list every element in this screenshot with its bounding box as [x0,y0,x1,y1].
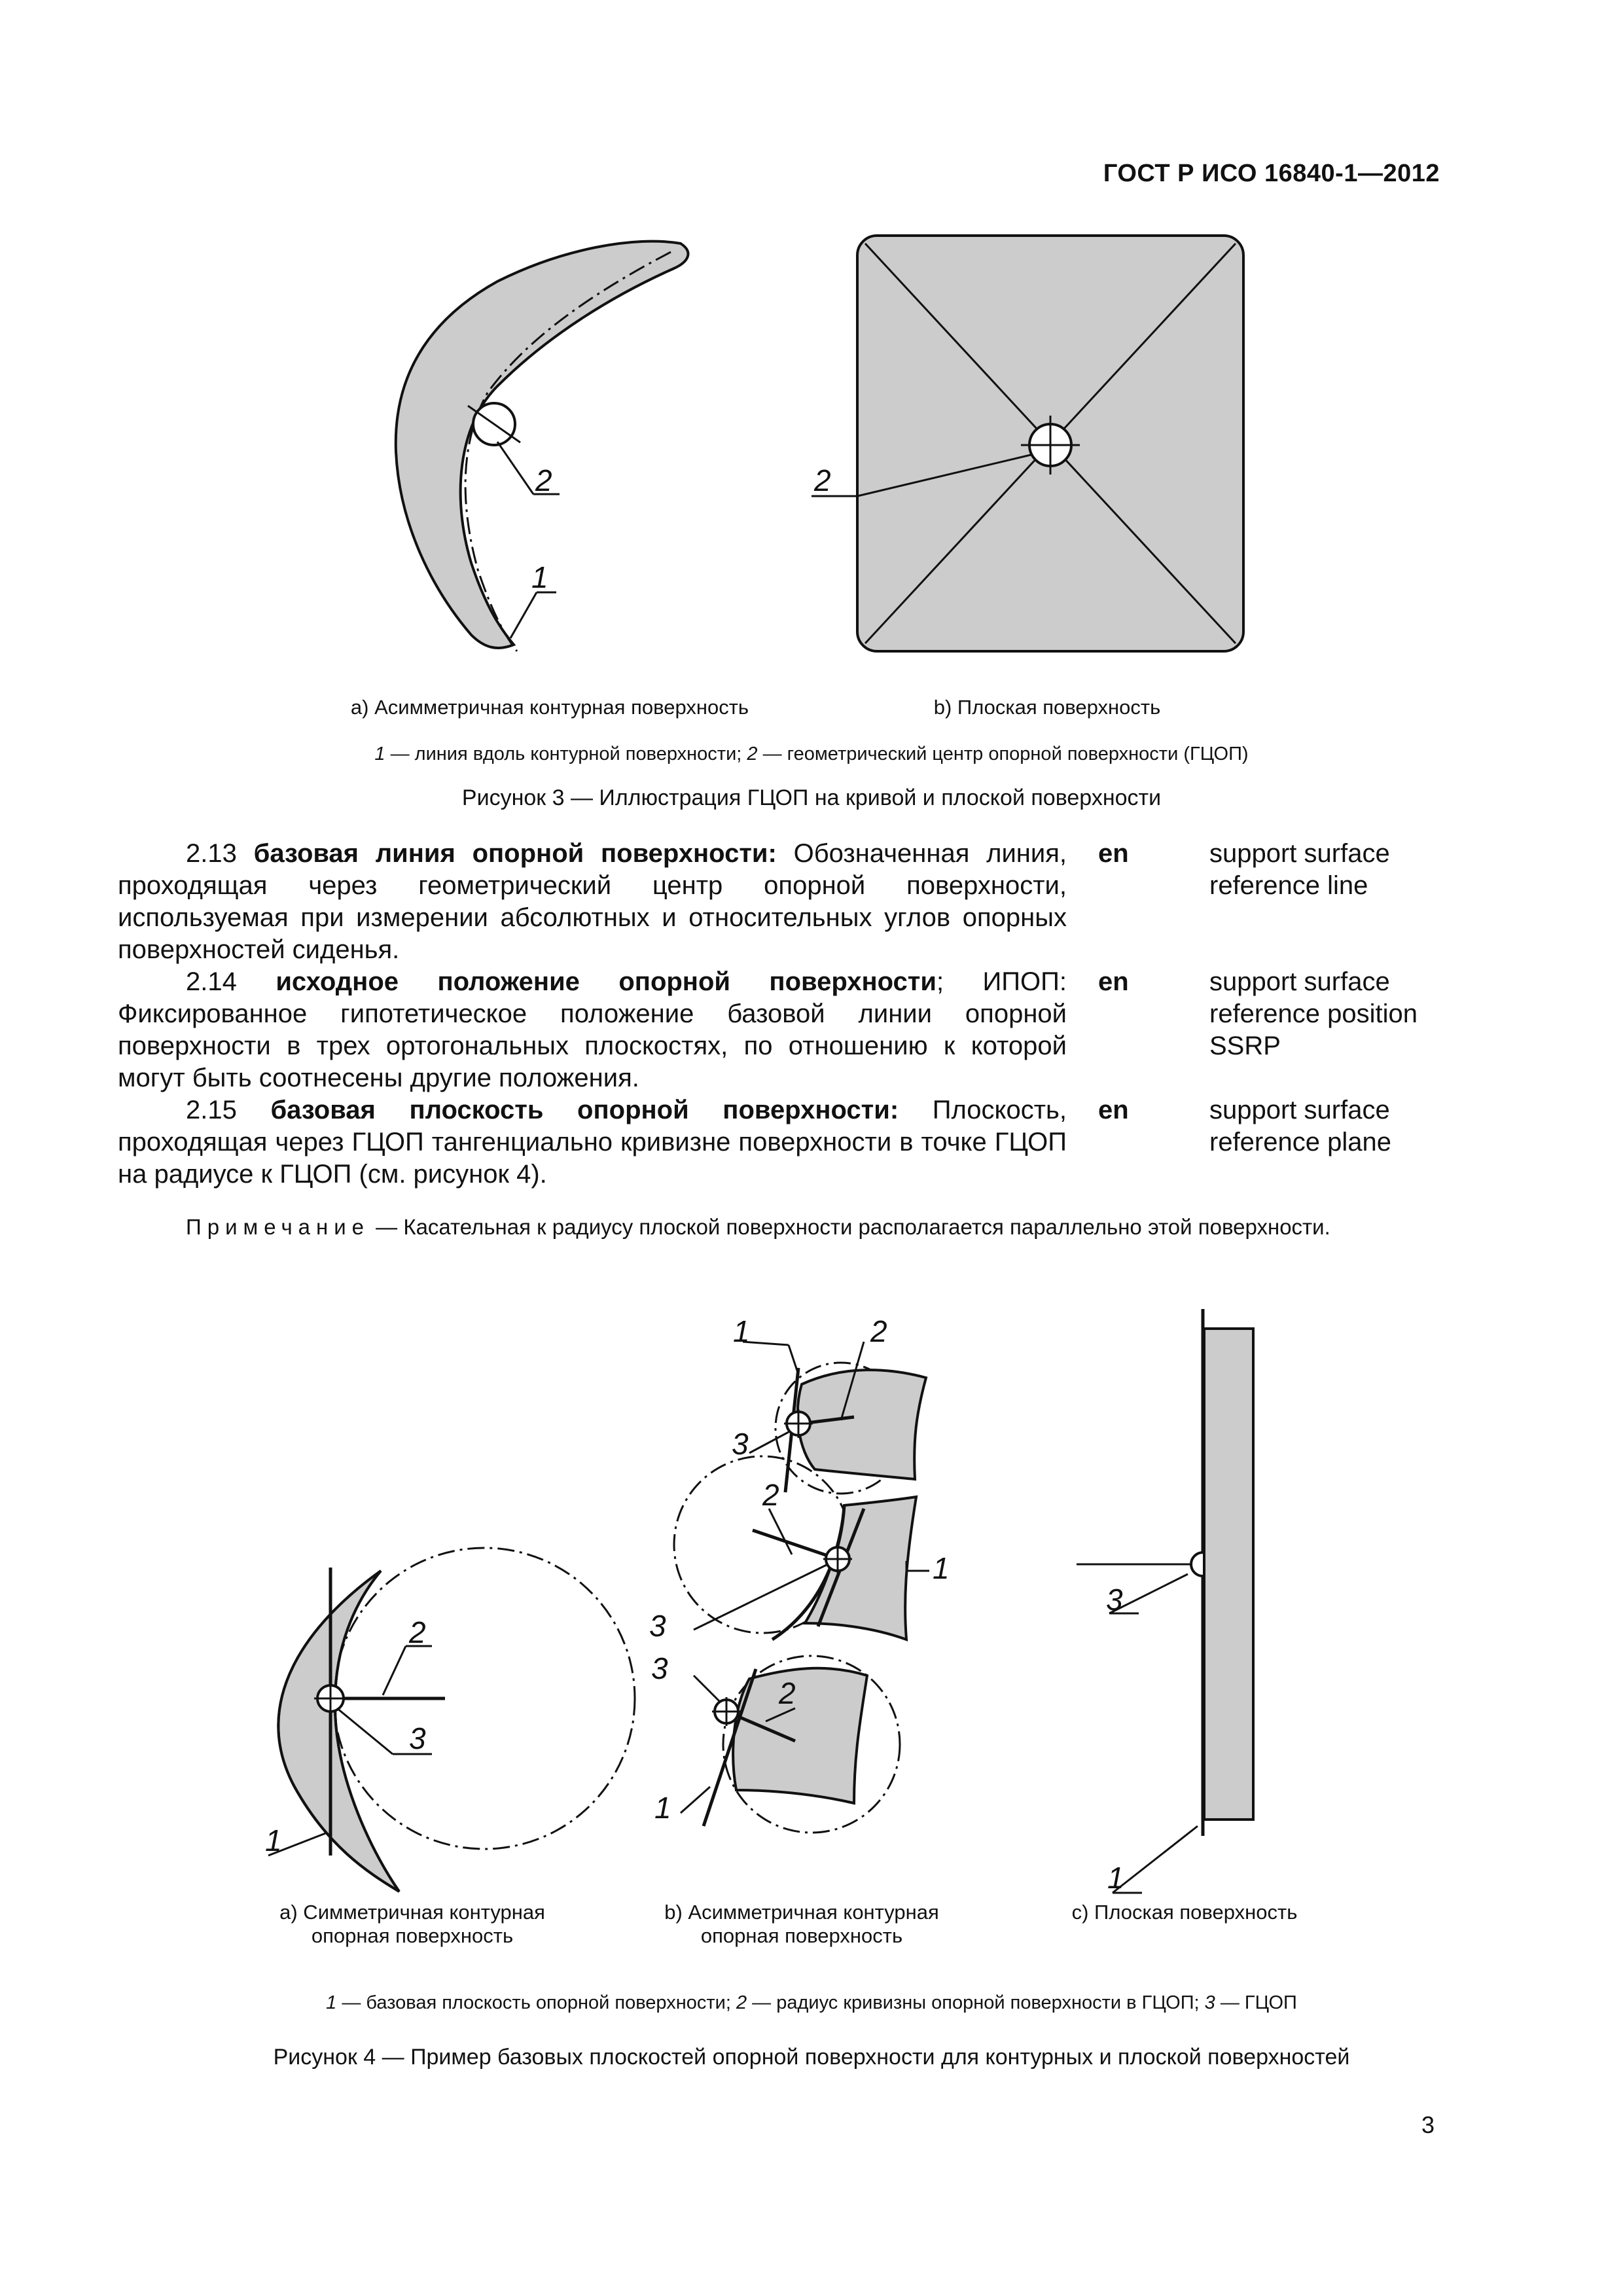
fig3a-callout-2: 2 [535,463,552,497]
fig4b-top-callout-2: 2 [870,1314,887,1348]
figure-4c-flat-drawing [1077,1309,1253,1893]
page-number: 3 [1421,2111,1435,2138]
figure-4-title: Рисунок 4 — Пример базовых плоскостей опорной поверхности для контурных и плоской поверхностей [273,2045,1350,2070]
term-2-13: 2.13 базовая линия опорной поверхности: Обозначенная линия, проходящая через геометрический центр опорной поверхности, используемая при измерении абсолютных и относительных углов опорных поверхностей сиденья. en support surface reference line [118,838,1518,966]
term-english: support surface reference position SSRP [1209,967,1418,1060]
term-lang: en [1098,1096,1129,1124]
standard-id: ГОСТ Р ИСО 16840-1—2012 [1103,160,1440,187]
fig4b-top-callout-3: 3 [732,1427,749,1461]
note-text: — Касательная к радиусу плоской поверхности располагается параллельно этой поверхности. [370,1215,1330,1239]
fig4b-mid-callout-1: 1 [933,1551,950,1585]
fig4a-callout-1: 1 [265,1823,282,1857]
fig3a-callout-1: 1 [531,560,548,594]
fig4b-mid-callout-3: 3 [649,1609,666,1643]
figure-3b-flat-square-drawing [812,236,1243,651]
figure-3b-caption: b) Плоская поверхность [933,696,1161,719]
note-paragraph [118,1212,1427,1242]
fig4b-mid-callout-2: 2 [762,1478,779,1512]
note-label: Примечание [186,1215,370,1239]
figure-4-legend: 1 — базовая плоскость опорной поверхности; 2 — радиус кривизны опорной поверхности в ГЦОП; 3 — ГЦОП [326,1992,1297,2013]
fig3b-callout-2: 2 [814,463,831,497]
figure-3a-caption: a) Асимметричная контурная поверхность [350,696,749,719]
fig4a-callout-3: 3 [409,1721,426,1755]
figure-4b-caption: b) Асимметричная контурная опорная поверхность [664,1901,939,1947]
figure-4b-top-drawing [743,1342,926,1494]
fig4b-bot-callout-3: 3 [651,1651,668,1685]
fig4a-callout-2: 2 [409,1615,426,1649]
figure-3-drawings [0,0,1623,720]
figure-4c-caption: c) Плоская поверхность [1071,1901,1298,1924]
figure-4-drawings [0,1283,1623,1937]
fig4b-bot-callout-1: 1 [654,1791,671,1825]
fig4c-callout-3: 3 [1106,1583,1123,1617]
term-english: support surface reference plane [1209,1096,1391,1157]
figure-4a-crescent-drawing [268,1548,635,1892]
fig4c-callout-1: 1 [1107,1861,1124,1895]
figure-3-title: Рисунок 3 — Иллюстрация ГЦОП на кривой и плоской поверхности [461,785,1162,810]
fig4b-top-callout-1: 1 [733,1314,750,1348]
term-english: support surface reference line [1209,839,1390,900]
term-lang: en [1098,839,1129,868]
fig4b-bot-callout-2: 2 [779,1676,796,1710]
term-lang: en [1098,967,1129,996]
figure-3-legend: 1 — линия вдоль контурной поверхности; 2 — геометрический центр опорной поверхности (ГЦОП) [374,744,1249,764]
term-2-14: 2.14 исходное положение опорной поверхности; ИПОП: Фиксированное гипотетическое положение базовой линии опорной поверхности в трех ортогональных плоскостях, по отношению к которой могут быть соотнесены другие положения. en support surface reference position SSRP [118,966,1518,1094]
terms-section [118,838,1518,1191]
figure-4a-caption: a) Симметричная контурная опорная поверхность [279,1901,545,1947]
figure-4b-middle-drawing [674,1456,929,1640]
term-2-15: 2.15 базовая плоскость опорной поверхности: Плоскость, проходящая через ГЦОП тангенциально кривизне поверхности в точке ГЦОП на радиусе к ГЦОП (см. рисунок 4). en support surface reference plane [118,1094,1518,1191]
